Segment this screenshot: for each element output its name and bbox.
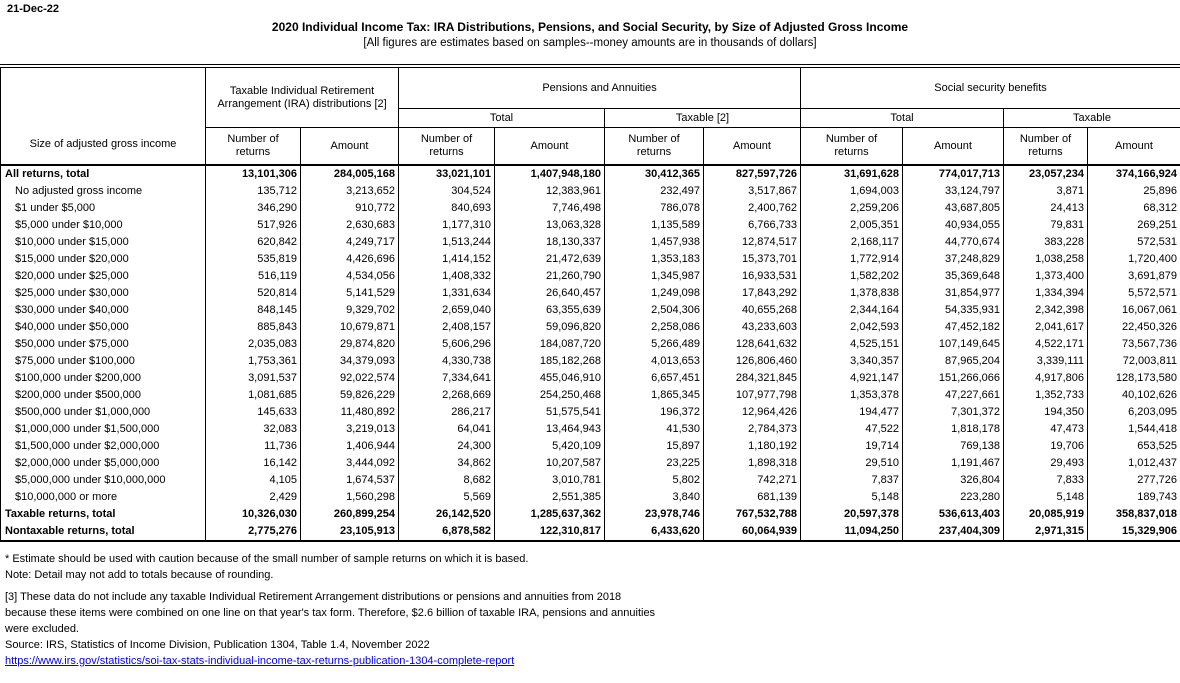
- value-cell: 59,826,229: [301, 387, 399, 404]
- value-cell: 13,063,328: [495, 217, 605, 234]
- value-cell: 2,258,086: [605, 319, 704, 336]
- value-cell: 23,105,913: [301, 523, 399, 541]
- value-cell: 4,249,717: [301, 234, 399, 251]
- value-cell: 40,934,055: [903, 217, 1004, 234]
- value-cell: 60,064,939: [704, 523, 801, 541]
- value-cell: 21,260,790: [495, 268, 605, 285]
- value-cell: 29,874,820: [301, 336, 399, 353]
- value-cell: 1,012,437: [1088, 455, 1180, 472]
- row-label: $1 under $5,000: [1, 200, 206, 217]
- value-cell: 5,266,489: [605, 336, 704, 353]
- table-row: [1, 472, 1180, 489]
- value-cell: 2,630,683: [301, 217, 399, 234]
- value-cell: 1,408,332: [399, 268, 495, 285]
- value-cell: 47,227,661: [903, 387, 1004, 404]
- page-title: 2020 Individual Income Tax: IRA Distributions, Pensions, and Social Security, by Size of Adjusted Gross Income: [271, 20, 909, 34]
- row-label: $200,000 under $500,000: [1, 387, 206, 404]
- value-cell: 5,572,571: [1088, 285, 1180, 302]
- table-header: [1, 68, 1180, 166]
- value-cell: 4,921,147: [801, 370, 903, 387]
- value-cell: 87,965,204: [903, 353, 1004, 370]
- value-cell: 572,531: [1088, 234, 1180, 251]
- value-cell: 910,772: [301, 200, 399, 217]
- value-cell: 13,464,943: [495, 421, 605, 438]
- value-cell: 15,329,906: [1088, 523, 1180, 541]
- value-cell: 31,854,977: [903, 285, 1004, 302]
- value-cell: 1,513,244: [399, 234, 495, 251]
- table-row: [1, 268, 1180, 285]
- value-cell: 194,350: [1004, 404, 1088, 421]
- value-cell: 223,280: [903, 489, 1004, 506]
- publication-report-link[interactable]: https://www.irs.gov/statistics/soi-tax-stats-individual-income-tax-returns-publication-1304-complete-report: [5, 655, 515, 667]
- value-cell: 12,874,517: [704, 234, 801, 251]
- value-cell: 653,525: [1088, 438, 1180, 455]
- value-cell: 2,551,385: [495, 489, 605, 506]
- value-cell: 2,408,157: [399, 319, 495, 336]
- group-header-pensions: Pensions and Annuities: [399, 68, 801, 109]
- value-cell: 16,142: [206, 455, 301, 472]
- value-cell: 10,207,587: [495, 455, 605, 472]
- value-cell: 5,606,296: [399, 336, 495, 353]
- row-label: $500,000 under $1,000,000: [1, 404, 206, 421]
- source-line: Source: IRS, Statistics of Income Division, Publication 1304, Table 1.4, November 2022: [5, 639, 430, 651]
- value-cell: 189,743: [1088, 489, 1180, 506]
- value-cell: 304,524: [399, 183, 495, 200]
- value-cell: 3,010,781: [495, 472, 605, 489]
- value-cell: 22,450,326: [1088, 319, 1180, 336]
- col-header-ira-amount: Amount: [301, 128, 399, 166]
- value-cell: 7,301,372: [903, 404, 1004, 421]
- value-cell: 1,753,361: [206, 353, 301, 370]
- value-cell: 1,560,298: [301, 489, 399, 506]
- row-label: $75,000 under $100,000: [1, 353, 206, 370]
- value-cell: 29,493: [1004, 455, 1088, 472]
- value-cell: 2,042,593: [801, 319, 903, 336]
- table-row: [1, 421, 1180, 438]
- value-cell: 374,166,924: [1088, 165, 1180, 183]
- value-cell: 13,101,306: [206, 165, 301, 183]
- value-cell: 620,842: [206, 234, 301, 251]
- col-header-ira-number: Number of returns: [206, 128, 301, 166]
- group-header-social-security: Social security benefits: [801, 68, 1180, 109]
- value-cell: 1,457,938: [605, 234, 704, 251]
- value-cell: 1,582,202: [801, 268, 903, 285]
- value-cell: 3,339,111: [1004, 353, 1088, 370]
- value-cell: 34,862: [399, 455, 495, 472]
- subgroup-social-total: Total: [801, 109, 1004, 128]
- footnote-3-line-3: were excluded.: [5, 623, 79, 635]
- value-cell: 23,978,746: [605, 506, 704, 523]
- value-cell: 520,814: [206, 285, 301, 302]
- value-cell: 6,433,620: [605, 523, 704, 541]
- col-header-social-taxable-amount: Amount: [1088, 128, 1180, 166]
- value-cell: 32,083: [206, 421, 301, 438]
- value-cell: 68,312: [1088, 200, 1180, 217]
- value-cell: 848,145: [206, 302, 301, 319]
- row-label: Taxable returns, total: [1, 506, 206, 523]
- group-header-ira: Taxable Individual Retirement Arrangement (IRA) distributions [2]: [206, 68, 399, 128]
- value-cell: 185,182,268: [495, 353, 605, 370]
- value-cell: 2,005,351: [801, 217, 903, 234]
- value-cell: 47,522: [801, 421, 903, 438]
- value-cell: 1,720,400: [1088, 251, 1180, 268]
- value-cell: 383,228: [1004, 234, 1088, 251]
- value-cell: 5,148: [801, 489, 903, 506]
- table-row: [1, 523, 1180, 541]
- value-cell: 6,203,095: [1088, 404, 1180, 421]
- value-cell: 1,081,685: [206, 387, 301, 404]
- row-label: All returns, total: [1, 165, 206, 183]
- value-cell: 517,926: [206, 217, 301, 234]
- table-row: [1, 336, 1180, 353]
- value-cell: 1,135,589: [605, 217, 704, 234]
- value-cell: 2,784,373: [704, 421, 801, 438]
- value-cell: 536,613,403: [903, 506, 1004, 523]
- value-cell: 135,712: [206, 183, 301, 200]
- value-cell: 37,248,829: [903, 251, 1004, 268]
- col-header-pensions-taxable-amount: Amount: [704, 128, 801, 166]
- value-cell: 122,310,817: [495, 523, 605, 541]
- value-cell: 1,544,418: [1088, 421, 1180, 438]
- value-cell: 1,345,987: [605, 268, 704, 285]
- value-cell: 10,326,030: [206, 506, 301, 523]
- row-label: $20,000 under $25,000: [1, 268, 206, 285]
- footnote-3-line-1: [3] These data do not include any taxable Individual Retirement Arrangement distributions or pensions and annuities from 2018: [5, 591, 622, 603]
- row-label: $25,000 under $30,000: [1, 285, 206, 302]
- value-cell: 107,977,798: [704, 387, 801, 404]
- value-cell: 24,300: [399, 438, 495, 455]
- row-label: $15,000 under $20,000: [1, 251, 206, 268]
- footnote-3-line-2: because these items were combined on one line on that year's tax form. Therefore, $2.6 billion of taxable IRA, pensions and annuities: [5, 607, 656, 619]
- value-cell: 7,837: [801, 472, 903, 489]
- footnote-rounding-note: Note: Detail may not add to totals because of rounding.: [5, 569, 274, 581]
- value-cell: 21,472,639: [495, 251, 605, 268]
- value-cell: 107,149,645: [903, 336, 1004, 353]
- value-cell: 1,373,400: [1004, 268, 1088, 285]
- table-row: [1, 183, 1180, 200]
- value-cell: 151,266,066: [903, 370, 1004, 387]
- row-label: $50,000 under $75,000: [1, 336, 206, 353]
- value-cell: 54,335,931: [903, 302, 1004, 319]
- value-cell: 2,168,117: [801, 234, 903, 251]
- value-cell: 4,105: [206, 472, 301, 489]
- value-cell: 72,003,811: [1088, 353, 1180, 370]
- value-cell: 7,833: [1004, 472, 1088, 489]
- value-cell: 237,404,309: [903, 523, 1004, 541]
- value-cell: 4,522,171: [1004, 336, 1088, 353]
- value-cell: 3,213,652: [301, 183, 399, 200]
- value-cell: 16,067,061: [1088, 302, 1180, 319]
- footnote-estimate-caution: * Estimate should be used with caution because of the small number of sample returns on which it is based.: [5, 553, 529, 565]
- value-cell: 2,259,206: [801, 200, 903, 217]
- value-cell: 25,896: [1088, 183, 1180, 200]
- value-cell: 11,094,250: [801, 523, 903, 541]
- value-cell: 2,035,083: [206, 336, 301, 353]
- value-cell: 6,878,582: [399, 523, 495, 541]
- row-label: $5,000 under $10,000: [1, 217, 206, 234]
- value-cell: 2,504,306: [605, 302, 704, 319]
- value-cell: 5,569: [399, 489, 495, 506]
- value-cell: 2,041,617: [1004, 319, 1088, 336]
- footnotes-block: [5, 551, 1175, 669]
- value-cell: 41,530: [605, 421, 704, 438]
- table-row: [1, 200, 1180, 217]
- value-cell: 47,452,182: [903, 319, 1004, 336]
- col-header-social-taxable-number: Number of returns: [1004, 128, 1088, 166]
- value-cell: 64,041: [399, 421, 495, 438]
- value-cell: 1,378,838: [801, 285, 903, 302]
- value-cell: 6,766,733: [704, 217, 801, 234]
- table-row: [1, 404, 1180, 421]
- value-cell: 3,091,537: [206, 370, 301, 387]
- value-cell: 184,087,720: [495, 336, 605, 353]
- value-cell: 3,691,879: [1088, 268, 1180, 285]
- subgroup-pensions-total: Total: [399, 109, 605, 128]
- value-cell: 1,772,914: [801, 251, 903, 268]
- value-cell: 7,746,498: [495, 200, 605, 217]
- table-row: [1, 302, 1180, 319]
- subgroup-pensions-taxable: Taxable [2]: [605, 109, 801, 128]
- value-cell: 4,534,056: [301, 268, 399, 285]
- row-label: $40,000 under $50,000: [1, 319, 206, 336]
- value-cell: 92,022,574: [301, 370, 399, 387]
- value-cell: 194,477: [801, 404, 903, 421]
- value-cell: 30,412,365: [605, 165, 704, 183]
- value-cell: 5,141,529: [301, 285, 399, 302]
- row-label: $2,000,000 under $5,000,000: [1, 455, 206, 472]
- row-label: $1,500,000 under $2,000,000: [1, 438, 206, 455]
- value-cell: 5,148: [1004, 489, 1088, 506]
- value-cell: 47,473: [1004, 421, 1088, 438]
- value-cell: 455,046,910: [495, 370, 605, 387]
- value-cell: 769,138: [903, 438, 1004, 455]
- value-cell: 12,383,961: [495, 183, 605, 200]
- value-cell: 2,971,315: [1004, 523, 1088, 541]
- value-cell: 5,420,109: [495, 438, 605, 455]
- value-cell: 29,510: [801, 455, 903, 472]
- table-row: [1, 217, 1180, 234]
- col-header-pensions-taxable-number: Number of returns: [605, 128, 704, 166]
- value-cell: 8,682: [399, 472, 495, 489]
- value-cell: 6,657,451: [605, 370, 704, 387]
- value-cell: 1,177,310: [399, 217, 495, 234]
- value-cell: 4,917,806: [1004, 370, 1088, 387]
- value-cell: 73,567,736: [1088, 336, 1180, 353]
- value-cell: 326,804: [903, 472, 1004, 489]
- value-cell: 2,342,398: [1004, 302, 1088, 319]
- value-cell: 284,005,168: [301, 165, 399, 183]
- value-cell: 23,057,234: [1004, 165, 1088, 183]
- value-cell: 1,180,192: [704, 438, 801, 455]
- table-row: [1, 387, 1180, 404]
- value-cell: 31,691,628: [801, 165, 903, 183]
- row-label: $1,000,000 under $1,500,000: [1, 421, 206, 438]
- table-row: [1, 370, 1180, 387]
- value-cell: 196,372: [605, 404, 704, 421]
- value-cell: 43,687,805: [903, 200, 1004, 217]
- value-cell: 1,414,152: [399, 251, 495, 268]
- value-cell: 18,130,337: [495, 234, 605, 251]
- value-cell: 2,659,040: [399, 302, 495, 319]
- value-cell: 33,124,797: [903, 183, 1004, 200]
- value-cell: 885,843: [206, 319, 301, 336]
- row-label: Nontaxable returns, total: [1, 523, 206, 541]
- value-cell: 35,369,648: [903, 268, 1004, 285]
- value-cell: 1,674,537: [301, 472, 399, 489]
- value-cell: 1,407,948,180: [495, 165, 605, 183]
- agi-statistics-table: [0, 67, 1180, 542]
- table-row: [1, 234, 1180, 251]
- table-row: [1, 165, 1180, 183]
- value-cell: 126,806,460: [704, 353, 801, 370]
- row-label: $5,000,000 under $10,000,000: [1, 472, 206, 489]
- value-cell: 2,400,762: [704, 200, 801, 217]
- data-table-wrapper: [0, 64, 1180, 542]
- stub-header: Size of adjusted gross income: [1, 68, 206, 166]
- value-cell: 254,250,468: [495, 387, 605, 404]
- value-cell: 10,679,871: [301, 319, 399, 336]
- value-cell: 4,330,738: [399, 353, 495, 370]
- value-cell: 742,271: [704, 472, 801, 489]
- value-cell: 128,641,632: [704, 336, 801, 353]
- value-cell: 2,775,276: [206, 523, 301, 541]
- value-cell: 7,334,641: [399, 370, 495, 387]
- value-cell: 43,233,603: [704, 319, 801, 336]
- table-row: [1, 438, 1180, 455]
- col-header-pensions-total-number: Number of returns: [399, 128, 495, 166]
- value-cell: 1,191,467: [903, 455, 1004, 472]
- value-cell: 59,096,820: [495, 319, 605, 336]
- table-row: [1, 506, 1180, 523]
- col-header-pensions-total-amount: Amount: [495, 128, 605, 166]
- value-cell: 3,517,867: [704, 183, 801, 200]
- value-cell: 286,217: [399, 404, 495, 421]
- value-cell: 1,331,634: [399, 285, 495, 302]
- row-label: $30,000 under $40,000: [1, 302, 206, 319]
- value-cell: 20,597,378: [801, 506, 903, 523]
- value-cell: 681,139: [704, 489, 801, 506]
- value-cell: 827,597,726: [704, 165, 801, 183]
- value-cell: 4,426,696: [301, 251, 399, 268]
- value-cell: 1,352,733: [1004, 387, 1088, 404]
- value-cell: 232,497: [605, 183, 704, 200]
- value-cell: 269,251: [1088, 217, 1180, 234]
- value-cell: 2,344,164: [801, 302, 903, 319]
- value-cell: 1,038,258: [1004, 251, 1088, 268]
- row-label: No adjusted gross income: [1, 183, 206, 200]
- report-date: 21-Dec-22: [7, 3, 59, 15]
- value-cell: 535,819: [206, 251, 301, 268]
- value-cell: 516,119: [206, 268, 301, 285]
- value-cell: 40,655,268: [704, 302, 801, 319]
- value-cell: 79,831: [1004, 217, 1088, 234]
- value-cell: 15,897: [605, 438, 704, 455]
- value-cell: 17,843,292: [704, 285, 801, 302]
- table-row: [1, 353, 1180, 370]
- value-cell: 767,532,788: [704, 506, 801, 523]
- row-label: $10,000 under $15,000: [1, 234, 206, 251]
- value-cell: 34,379,093: [301, 353, 399, 370]
- col-header-social-total-amount: Amount: [903, 128, 1004, 166]
- value-cell: 11,736: [206, 438, 301, 455]
- value-cell: 23,225: [605, 455, 704, 472]
- table-row: [1, 455, 1180, 472]
- value-cell: 44,770,674: [903, 234, 1004, 251]
- value-cell: 20,085,919: [1004, 506, 1088, 523]
- value-cell: 284,321,845: [704, 370, 801, 387]
- value-cell: 12,964,426: [704, 404, 801, 421]
- value-cell: 11,480,892: [301, 404, 399, 421]
- value-cell: 260,899,254: [301, 506, 399, 523]
- value-cell: 774,017,713: [903, 165, 1004, 183]
- value-cell: 346,290: [206, 200, 301, 217]
- value-cell: 4,525,151: [801, 336, 903, 353]
- value-cell: 26,142,520: [399, 506, 495, 523]
- table-row: [1, 489, 1180, 506]
- page-subtitle: [All figures are estimates based on samples--money amounts are in thousands of dollars]: [363, 37, 817, 49]
- subgroup-social-taxable: Taxable: [1004, 109, 1180, 128]
- value-cell: 358,837,018: [1088, 506, 1180, 523]
- value-cell: 128,173,580: [1088, 370, 1180, 387]
- value-cell: 1,406,944: [301, 438, 399, 455]
- value-cell: 1,353,183: [605, 251, 704, 268]
- value-cell: 9,329,702: [301, 302, 399, 319]
- value-cell: 63,355,639: [495, 302, 605, 319]
- row-label: $10,000,000 or more: [1, 489, 206, 506]
- value-cell: 1,334,394: [1004, 285, 1088, 302]
- value-cell: 1,818,178: [903, 421, 1004, 438]
- value-cell: 145,633: [206, 404, 301, 421]
- value-cell: 786,078: [605, 200, 704, 217]
- value-cell: 1,353,378: [801, 387, 903, 404]
- value-cell: 40,102,626: [1088, 387, 1180, 404]
- table-row: [1, 251, 1180, 268]
- value-cell: 3,219,013: [301, 421, 399, 438]
- table-row: [1, 285, 1180, 302]
- value-cell: 1,285,637,362: [495, 506, 605, 523]
- value-cell: 51,575,541: [495, 404, 605, 421]
- value-cell: 5,802: [605, 472, 704, 489]
- value-cell: 1,249,098: [605, 285, 704, 302]
- value-cell: 1,898,318: [704, 455, 801, 472]
- value-cell: 24,413: [1004, 200, 1088, 217]
- value-cell: 3,444,092: [301, 455, 399, 472]
- value-cell: 1,865,345: [605, 387, 704, 404]
- value-cell: 2,268,669: [399, 387, 495, 404]
- value-cell: 19,714: [801, 438, 903, 455]
- col-header-social-total-number: Number of returns: [801, 128, 903, 166]
- row-label: $100,000 under $200,000: [1, 370, 206, 387]
- value-cell: 19,706: [1004, 438, 1088, 455]
- value-cell: 1,694,003: [801, 183, 903, 200]
- value-cell: 15,373,701: [704, 251, 801, 268]
- value-cell: 3,340,357: [801, 353, 903, 370]
- value-cell: 2,429: [206, 489, 301, 506]
- value-cell: 277,726: [1088, 472, 1180, 489]
- value-cell: 3,871: [1004, 183, 1088, 200]
- value-cell: 16,933,531: [704, 268, 801, 285]
- value-cell: 840,693: [399, 200, 495, 217]
- value-cell: 33,021,101: [399, 165, 495, 183]
- value-cell: 26,640,457: [495, 285, 605, 302]
- table-row: [1, 319, 1180, 336]
- value-cell: 4,013,653: [605, 353, 704, 370]
- value-cell: 3,840: [605, 489, 704, 506]
- table-body: [1, 165, 1180, 541]
